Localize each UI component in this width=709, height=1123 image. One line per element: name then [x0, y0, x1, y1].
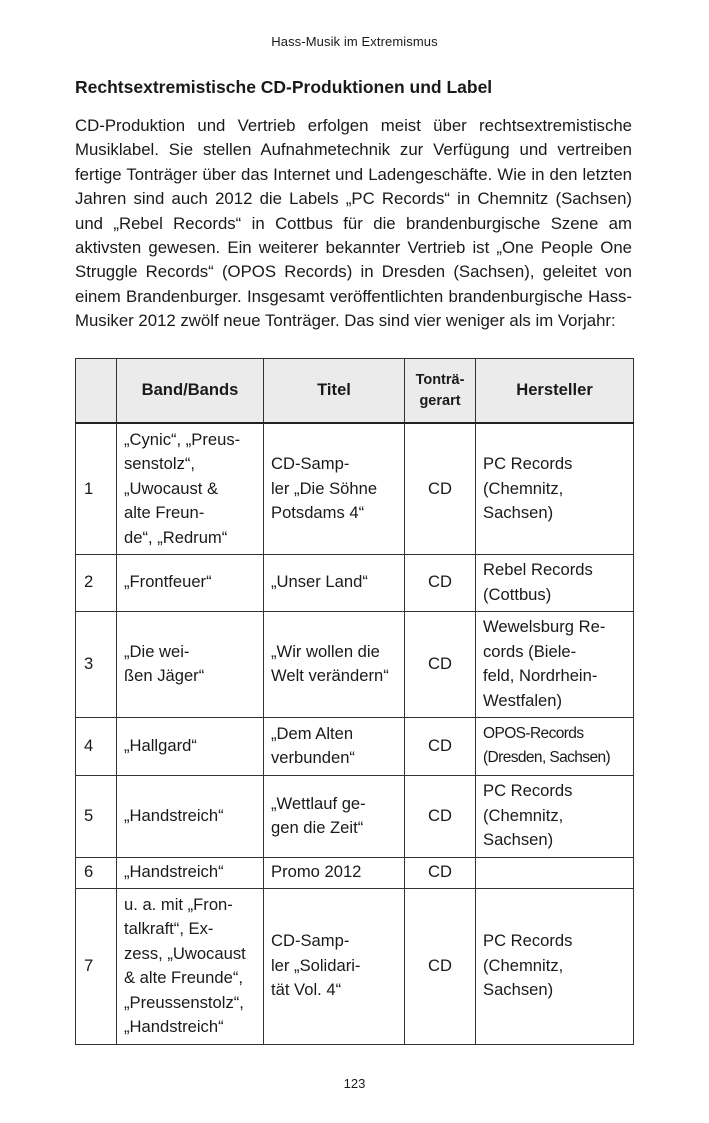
row-label-condensed: OPOS-Records (Dresden, Sachsen): [483, 724, 611, 766]
row-medium: CD: [405, 775, 476, 857]
row-number: 4: [76, 717, 117, 775]
row-title: CD-Samp- ler „Solidari- tät Vol. 4“: [264, 888, 405, 1044]
row-medium: CD: [405, 857, 476, 888]
row-label: PC Records (Chemnitz, Sachsen): [476, 775, 634, 857]
page-number: 123: [343, 1076, 366, 1091]
row-medium: CD: [405, 611, 476, 717]
header-bands: Band/Bands: [117, 359, 264, 424]
row-number: 3: [76, 611, 117, 717]
header-label: Hersteller: [476, 359, 634, 424]
row-label: Rebel Records (Cottbus): [476, 554, 634, 611]
row-number: 2: [76, 554, 117, 611]
row-number: 6: [76, 857, 117, 888]
row-label: [476, 857, 634, 888]
table-row: [76, 423, 634, 554]
row-title: CD-Samp- ler „Die Söhne Potsdams 4“: [264, 423, 405, 554]
row-medium: CD: [405, 554, 476, 611]
row-label: [476, 717, 634, 775]
row-bands: „Cynic“, „Preus- senstolz“, „Uwocaust & alte Freun- de“, „Redrum“: [117, 423, 264, 554]
section-heading: Rechtsextremistische CD-Produktionen und Label: [75, 77, 493, 97]
body-paragraph: CD-Produktion und Vertrieb erfolgen meist über rechtsextremistische Musiklabel. Sie stellen Aufnahmetechnik zur Verfügung und vertreiben fertige Tonträger über das Internet und Ladengeschäfte. Wie in den letzten Jahren sind auch 2012 die Labels „PC Records“ in Chemnitz (Sachsen) und „Rebel Records“ in Cottbus für die brandenburgische Szene am aktivsten gewesen. Ein weiterer bekannter Vertrieb ist „One People One Struggle Records“ (OPOS Records) in Dresden (Sachsen), geleitet von einem Brandenburger. Insgesamt veröffentlichten brandenburgische Hass-Musiker 2012 zwölf neue Tonträger. Das sind vier weniger als im Vorjahr:: [75, 116, 632, 331]
row-bands: „Die wei- ßen Jäger“: [117, 611, 264, 717]
running-head: Hass-Musik im Extremismus: [271, 34, 438, 49]
table-row: [76, 554, 634, 611]
table-row: [76, 611, 634, 717]
table-row: [76, 857, 634, 888]
row-title: „Dem Alten verbunden“: [264, 717, 405, 775]
table-header-row: [76, 359, 634, 424]
row-bands: u. a. mit „Fron- talkraft“, Ex- zess, „Uwocaust & alte Freunde“, „Preussenstolz“, „Handstreich“: [117, 888, 264, 1044]
row-bands: „Hallgard“: [117, 717, 264, 775]
row-label: PC Records (Chemnitz, Sachsen): [476, 888, 634, 1044]
header-medium: Tonträ- gerart: [405, 359, 476, 424]
row-number: 1: [76, 423, 117, 554]
row-label: Wewelsburg Re- cords (Biele- feld, Nordrhein- Westfalen): [476, 611, 634, 717]
table-row: [76, 717, 634, 775]
releases-table: [75, 358, 634, 1045]
row-label: PC Records (Chemnitz, Sachsen): [476, 423, 634, 554]
row-bands: „Handstreich“: [117, 775, 264, 857]
row-title: Promo 2012: [264, 857, 405, 888]
row-title: „Unser Land“: [264, 554, 405, 611]
row-bands: „Handstreich“: [117, 857, 264, 888]
row-title: „Wettlauf ge- gen die Zeit“: [264, 775, 405, 857]
row-medium: CD: [405, 888, 476, 1044]
row-number: 5: [76, 775, 117, 857]
row-bands: „Frontfeuer“: [117, 554, 264, 611]
row-title: „Wir wollen die Welt verändern“: [264, 611, 405, 717]
header-title: Titel: [264, 359, 405, 424]
row-number: 7: [76, 888, 117, 1044]
table-row: [76, 775, 634, 857]
header-number: [76, 359, 117, 424]
table-row: [76, 888, 634, 1044]
row-medium: CD: [405, 717, 476, 775]
row-medium: CD: [405, 423, 476, 554]
